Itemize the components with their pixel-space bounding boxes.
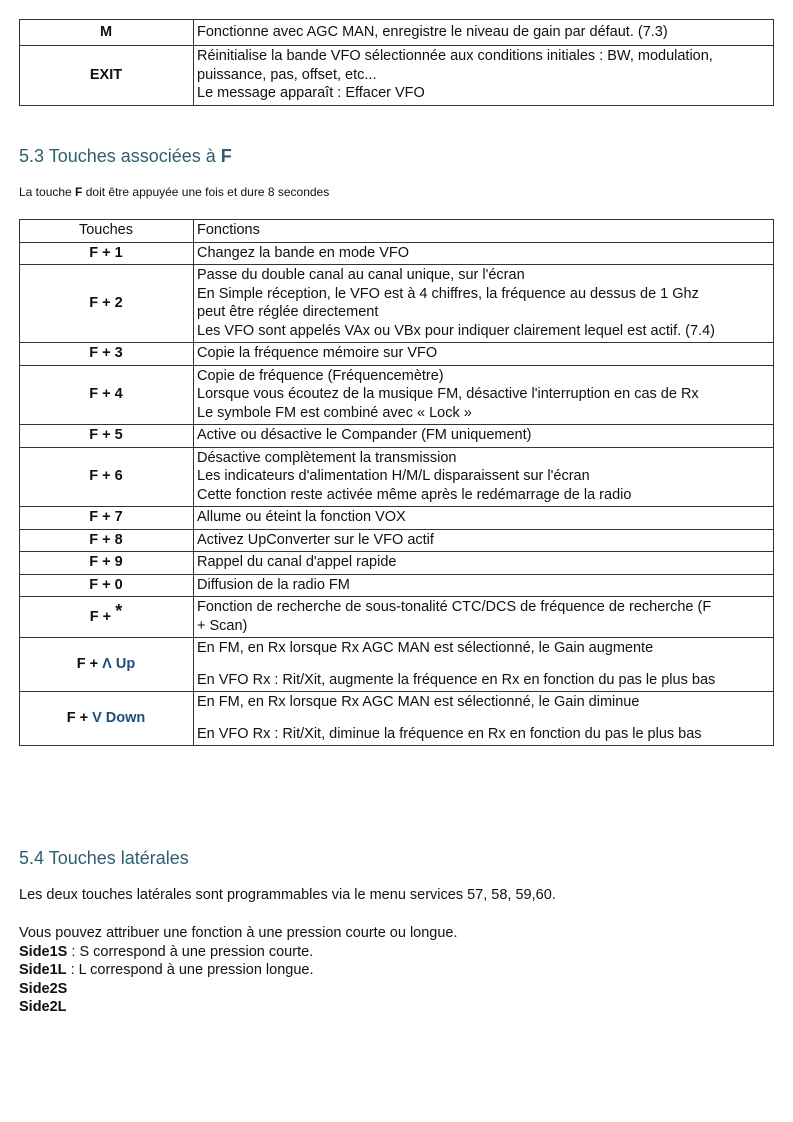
key-cell — [20, 692, 194, 746]
function-cell — [194, 597, 774, 638]
note-suffix: doit être appuyée une fois et dure 8 secondes — [82, 185, 330, 199]
line-gap — [197, 658, 769, 671]
key-cell: F + 6 — [20, 447, 194, 507]
function-line: Lorsque vous écoutez de la musique FM, désactive l'interruption en cas de Rx — [197, 386, 699, 402]
up-key-label: Λ Up — [102, 655, 136, 672]
function-cell — [194, 447, 774, 507]
side-key-name: Side1L — [19, 962, 67, 978]
function-line: Copie de fréquence (Fréquencemètre) — [197, 367, 444, 384]
asterisk-symbol: * — [115, 601, 123, 622]
key-cell: F + 7 — [20, 507, 194, 530]
function-line: Diffusion de la radio FM — [197, 576, 350, 593]
side-keys-intro: Les deux touches latérales sont programmables via le menu services 57, 58, 59,60. — [19, 887, 556, 903]
function-line: Le message apparaît : Effacer VFO — [197, 85, 425, 101]
function-line: Activez UpConverter sur le VFO actif — [197, 531, 434, 548]
key-cell — [20, 638, 194, 692]
table-row — [20, 20, 774, 46]
function-line: En FM, en Rx lorsque Rx AGC MAN est sélectionné, le Gain augmente — [197, 640, 654, 656]
function-line: puissance, pas, offset, etc... — [197, 66, 377, 83]
side-key-item — [19, 998, 458, 1017]
key-cell: F + 1 — [20, 242, 194, 265]
table-row — [20, 343, 774, 366]
key-cell: M — [20, 20, 194, 46]
function-cell — [194, 425, 774, 448]
function-cell — [194, 552, 774, 575]
note-key: F — [75, 185, 83, 199]
header-functions: Fonctions — [194, 220, 774, 243]
side-keys-list — [19, 924, 458, 1017]
section-heading-5-4: 5.4 Touches latérales — [19, 848, 189, 868]
function-cell — [194, 638, 774, 692]
table-row — [20, 46, 774, 106]
function-line: En Simple réception, le VFO est à 4 chiffres, la fréquence au dessus de 1 Ghz — [197, 285, 699, 302]
key-prefix: F + — [66, 709, 93, 726]
side-key-desc: : S correspond à une pression courte. — [67, 943, 314, 960]
heading-text: 5.3 Touches associées à — [19, 146, 221, 166]
table-row — [20, 425, 774, 448]
f-keys-table — [19, 219, 774, 746]
function-line: Passe du double canal au canal unique, sur l'écran — [197, 267, 525, 283]
function-line: Cette fonction reste activée même après le redémarrage de la radio — [197, 486, 632, 503]
table-row — [20, 529, 774, 552]
side-key-item — [19, 961, 458, 980]
function-line: En VFO Rx : Rit/Xit, augmente la fréquence en Rx en fonction du pas le plus bas — [197, 671, 716, 688]
function-line: Allume ou éteint la fonction VOX — [197, 509, 406, 525]
side-key-name: Side2L — [19, 999, 67, 1015]
side-key-item — [19, 943, 458, 962]
line-gap — [197, 712, 769, 725]
function-line: Copie la fréquence mémoire sur VFO — [197, 345, 438, 361]
function-line: Le symbole FM est combiné avec « Lock » — [197, 404, 472, 421]
side-key-item — [19, 980, 458, 999]
side-key-name: Side1S — [19, 943, 68, 960]
function-cell — [194, 343, 774, 366]
down-key-label: V Down — [92, 709, 146, 726]
table-row — [20, 692, 774, 746]
function-cell — [194, 574, 774, 597]
key-cell — [20, 597, 194, 638]
table-row — [20, 597, 774, 638]
key-cell: F + 4 — [20, 365, 194, 425]
key-cell: F + 9 — [20, 552, 194, 575]
key-prefix: F + — [76, 655, 103, 672]
key-cell: F + 2 — [20, 265, 194, 343]
function-cell — [194, 507, 774, 530]
function-line: Désactive complètement la transmission — [197, 449, 457, 466]
section-heading-5-3 — [19, 146, 232, 167]
function-line: En FM, en Rx lorsque Rx AGC MAN est sélectionné, le Gain diminue — [197, 694, 640, 710]
key-cell: F + 3 — [20, 343, 194, 366]
table-row — [20, 507, 774, 530]
function-cell — [194, 365, 774, 425]
function-cell — [194, 692, 774, 746]
header-keys: Touches — [20, 220, 194, 243]
table-row — [20, 574, 774, 597]
table-row — [20, 638, 774, 692]
function-line: Réinitialise la bande VFO sélectionnée aux conditions initiales : BW, modulation, — [197, 48, 713, 64]
function-line: Les VFO sont appelés VAx ou VBx pour indiquer clairement lequel est actif. (7.4) — [197, 322, 715, 339]
function-line: En VFO Rx : Rit/Xit, diminue la fréquence en Rx en fonction du pas le plus bas — [197, 725, 702, 742]
table-header-row — [20, 220, 774, 243]
side-key-desc: : L correspond à une pression longue. — [66, 962, 314, 978]
table-row — [20, 552, 774, 575]
function-cell — [194, 242, 774, 265]
function-line: Changez la bande en mode VFO — [197, 244, 409, 261]
key-cell: F + 5 — [20, 425, 194, 448]
table-row — [20, 242, 774, 265]
table-row — [20, 447, 774, 507]
function-line: peut être réglée directement — [197, 304, 379, 320]
function-cell — [194, 265, 774, 343]
side-key-name: Side2S — [19, 980, 68, 997]
top-keys-table — [19, 19, 774, 106]
function-line: Fonction de recherche de sous-tonalité CTC/DCS de fréquence de recherche (F — [197, 599, 712, 615]
key-cell: F + 8 — [20, 529, 194, 552]
note-prefix: La touche — [19, 185, 76, 199]
function-line: Active ou désactive le Compander (FM uniquement) — [197, 427, 532, 443]
heading-key: F — [220, 146, 232, 166]
function-cell — [194, 46, 774, 106]
assign-text: Vous pouvez attribuer une fonction à une pression courte ou longue. — [19, 925, 458, 941]
function-line: Fonctionne avec AGC MAN, enregistre le niveau de gain par défaut. (7.3) — [197, 23, 668, 40]
function-line: + Scan) — [197, 617, 248, 634]
function-line: Rappel du canal d'appel rapide — [197, 554, 397, 570]
key-prefix: F + — [89, 609, 116, 626]
section-note — [19, 185, 329, 199]
table-row — [20, 365, 774, 425]
key-cell: EXIT — [20, 46, 194, 106]
table-row — [20, 265, 774, 343]
function-cell — [194, 20, 774, 46]
function-cell — [194, 529, 774, 552]
function-line: Les indicateurs d'alimentation H/M/L disparaissent sur l'écran — [197, 468, 590, 484]
key-cell: F + 0 — [20, 574, 194, 597]
